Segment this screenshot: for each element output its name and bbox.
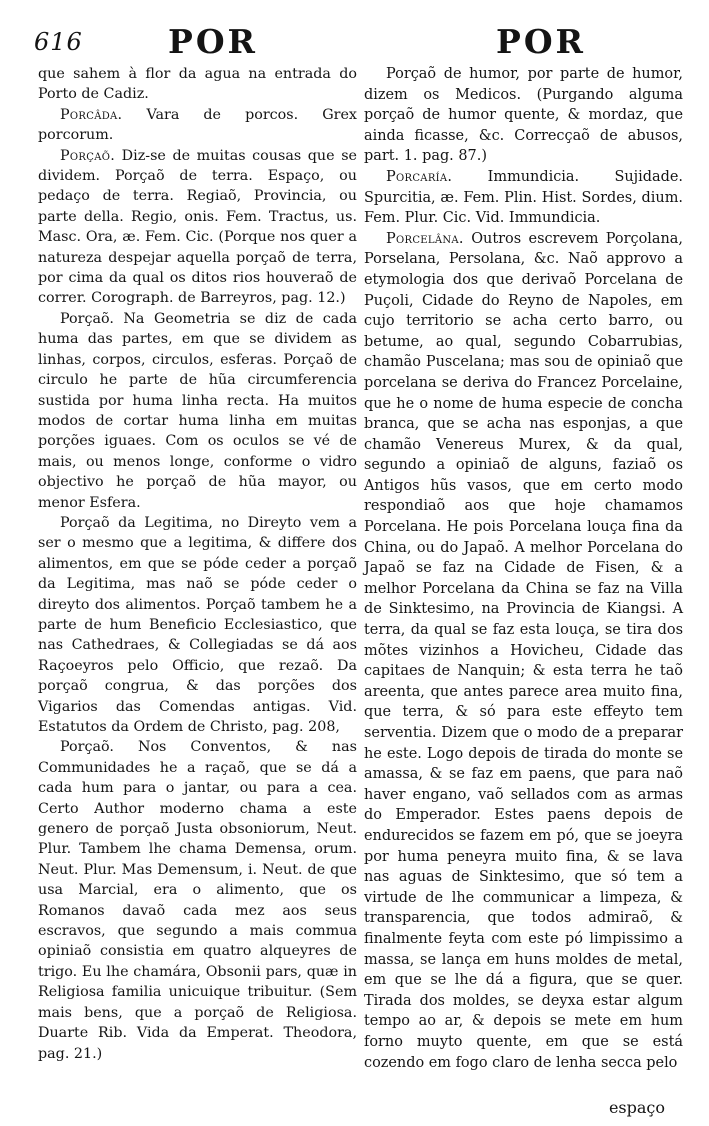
right-column <box>364 64 683 1073</box>
running-head-right: POR <box>496 22 586 61</box>
entry-porcada: Porcâda. Vara de porcos. Grex porcorum. <box>38 106 357 144</box>
entry-paragraph: Porçaõ da Legitima, no Direyto vem a ser o mesmo que a legitima, & differe dos alimentos, em que se póde ceder a porçaõ da Legitima, mas naõ se póde ceder o direyto dos alimentos. Porçaõ tambem he a parte de hum Beneficio Ecclesiastico, que nas Cathedraes, & Collegiadas se dá aos Raçoeyros pelo Officio, que rezaõ. Da porçaõ congrua, & das porções dos Vigarios das Comendas antigas. Vid. Estatutos da Ordem de Christo, pag. 208, <box>38 514 357 735</box>
entry-paragraph: Porçaõ. Nos Conventos, & nas Communidades he a raçaõ, que se dá a cada hum para o jantar, ou para a cea. Certo Author moderno chama a este genero de porçaõ Justa obsoniorum, Neut. Plur. Tambem lhe chama Demensa, orum. Neut. Plur. Mas Demensum, i. Neut. de que usa Marcial, era o alimento, que os Romanos davaõ cada mez aos seus escravos, que segundo a mais commua opiniaõ consistia em quatro alqueyres de trigo. Eu lhe chamára, Obsonii pars, quæ in Religiosa familia unicuique tribuitur. (Sem mais bens, que a porçaõ de Religiosa. Duarte Rib. Vida da Emperat. Theodora, pag. 21.) <box>38 739 357 1062</box>
entry-porcao: Porçaõ. Diz-se de muitas cousas que se dividem. Porçaõ de terra. Espaço, ou pedaço de terra. Regiaõ, Provincia, ou parte della. Regio, onis. Fem. Tractus, us. Masc. Ora, æ. Fem. Cic. (Porque nos quer a natureza despejar aquella porçaõ de terra, por cima da qual os ditos rios houveraõ de correr. Corograph. de Barreyros, pag. 12.) <box>38 147 357 307</box>
headword: Porcaría. <box>386 168 453 185</box>
headword: Porcâda. <box>60 106 123 123</box>
entry-porcelana: Porcelâna. Outros escrevem Porçolana, Porselana, Persolana, &c. Naõ approvo a etymologia dos que derivaõ Porcelana de Puçoli, Cidade do Reyno de Napoles, em cujo territorio se acha certo barro, ou betume, ao qual, segundo Cobarrubias, chamão Puscelana; mas sou de opiniaõ que porcelana se deriva do Francez Porcelaine, que he o nome de huma especie de concha branca, que se acha nas esponjas, a que chamão Venereus Murex, & da qual, segundo a opiniaõ de alguns, faziaõ os Antigos hũs vasos, que em certo modo respondiaõ aos que hoje chamamos Porcelana. He pois Porcelana louça fina da China, ou do Japaõ. A melhor Porcelana do Japaõ se faz na Cidade de Fisen, & a melhor Porcelana da China se faz na Villa de Sinktesimo, na Provincia de Kiangsi. A terra, da qual se faz esta louça, se tira dos mõtes vizinhos a Hovicheu, Cidade das capitaes de Nanquin; & esta terra he taõ areenta, que antes parece area muito fina, que terra, & só para este effeyto tem serventia. Dizem que o modo de a preparar he este. Logo depois de tirada do monte se amassa, & se faz em paens, que para naõ haver engano, vaõ sellados com as armas do Emperador. Estes paens depois de endurecidos se fazem em pó, que se joeyra por huma peneyra muito fina, & se lava nas aguas de Sinktesimo, que só tem a virtude de lhe communicar a limpeza, & transparencia, que todos admiraõ, & finalmente feyta com este pó limpissimo a massa, se lança em huns moldes de metal, em que se lhe dá a figura, que se quer. Tirada dos moldes, se deyxa estar algum tempo ao ar, & depois se mete em hum forno muyto quente, em que se está cozendo em fogo claro de lenha secca pelo <box>364 230 683 1071</box>
headword: Porcelâna. <box>386 230 464 247</box>
running-head-left: POR <box>168 22 258 61</box>
catchword: espaço <box>608 1098 665 1117</box>
page-header <box>0 22 709 62</box>
headword: Porçaõ. <box>60 147 116 164</box>
left-column <box>38 64 357 1064</box>
entry-paragraph: Porçaõ de humor, por parte de humor, dizem os Medicos. (Purgando alguma porçaõ de humor quente, & mordaz, que ainda ficasse, &c. Correcçaõ de abusos, part. 1. pag. 87.) <box>364 66 683 165</box>
page-number: 616 <box>34 28 83 56</box>
entry-paragraph: Porçaõ. Na Geometria se diz de cada huma das partes, em que se dividem as linhas, corpos, circulos, esferas. Porçaõ de circulo he parte de hũa circumferencia sustida por huma linha recta. Ha muitos modos de cortar huma linha em muitas porções iguaes. Com os oculos se vé de mais, ou menos longe, conforme o vidro objectivo he porçaõ de hũa mayor, ou menor Esfera. <box>38 310 357 511</box>
entry-porcaria: Porcaría. Immundicia. Sujidade. Spurcitia, æ. Fem. Plin. Hist. Sordes, dium. Fem. Plur. Cic. Vid. Immundicia. <box>364 168 683 227</box>
entry-paragraph: que sahem à flor da agua na entrada do Porto de Cadiz. <box>38 66 357 103</box>
